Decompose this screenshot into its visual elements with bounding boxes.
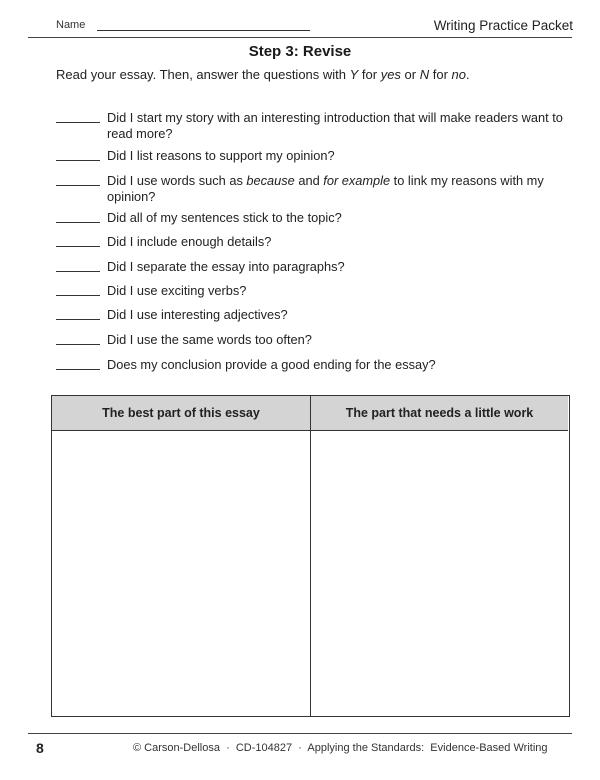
answer-blank[interactable] — [56, 369, 100, 370]
answer-blank[interactable] — [56, 271, 100, 272]
header-divider — [28, 37, 572, 38]
question-text: Does my conclusion provide a good ending for the essay? — [107, 357, 436, 372]
essay-review-table — [51, 395, 570, 717]
needs-work-header: The part that needs a little work — [311, 396, 568, 431]
page-number: 8 — [36, 740, 44, 756]
instructions: Read your essay. Then, answer the questions with Y for yes or N for no. — [56, 67, 470, 82]
answer-blank[interactable] — [56, 222, 100, 223]
packet-title: Writing Practice Packet — [433, 18, 573, 33]
page-title: Step 3: Revise — [248, 43, 352, 60]
answer-blank[interactable] — [56, 319, 100, 320]
answer-blank[interactable] — [56, 185, 100, 186]
question-text: Did I use the same words too often? — [107, 332, 312, 347]
name-field-row — [56, 18, 310, 31]
question-text: Did I use exciting verbs? — [107, 283, 247, 298]
question-text: Did I use interesting adjectives? — [107, 307, 288, 322]
needs-work-writing-area[interactable] — [311, 431, 568, 716]
footer-divider — [28, 733, 572, 734]
question-text: Did I list reasons to support my opinion? — [107, 148, 335, 163]
answer-blank[interactable] — [56, 122, 100, 123]
name-write-line[interactable] — [97, 18, 310, 31]
name-label: Name — [56, 19, 86, 31]
answer-blank[interactable] — [56, 160, 100, 161]
answer-blank[interactable] — [56, 246, 100, 247]
question-text: Did I include enough details? — [107, 234, 272, 249]
question-text: Did I use words such as because and for example to link my reasons with my opinion? — [107, 173, 544, 204]
question-text: Did I separate the essay into paragraphs? — [107, 259, 345, 274]
best-part-column — [52, 396, 311, 716]
question-text: Did I start my story with an interesting introduction that will make readers want to read more? — [107, 110, 563, 141]
answer-blank[interactable] — [56, 344, 100, 345]
best-part-writing-area[interactable] — [52, 431, 310, 716]
question-text: Did all of my sentences stick to the topic? — [107, 210, 342, 225]
best-part-header: The best part of this essay — [52, 396, 310, 431]
needs-work-column — [311, 396, 568, 716]
answer-blank[interactable] — [56, 295, 100, 296]
footer-credit: © Carson-Dellosa · CD-104827 · Applying the Standards: Evidence-Based Writing — [133, 742, 548, 754]
